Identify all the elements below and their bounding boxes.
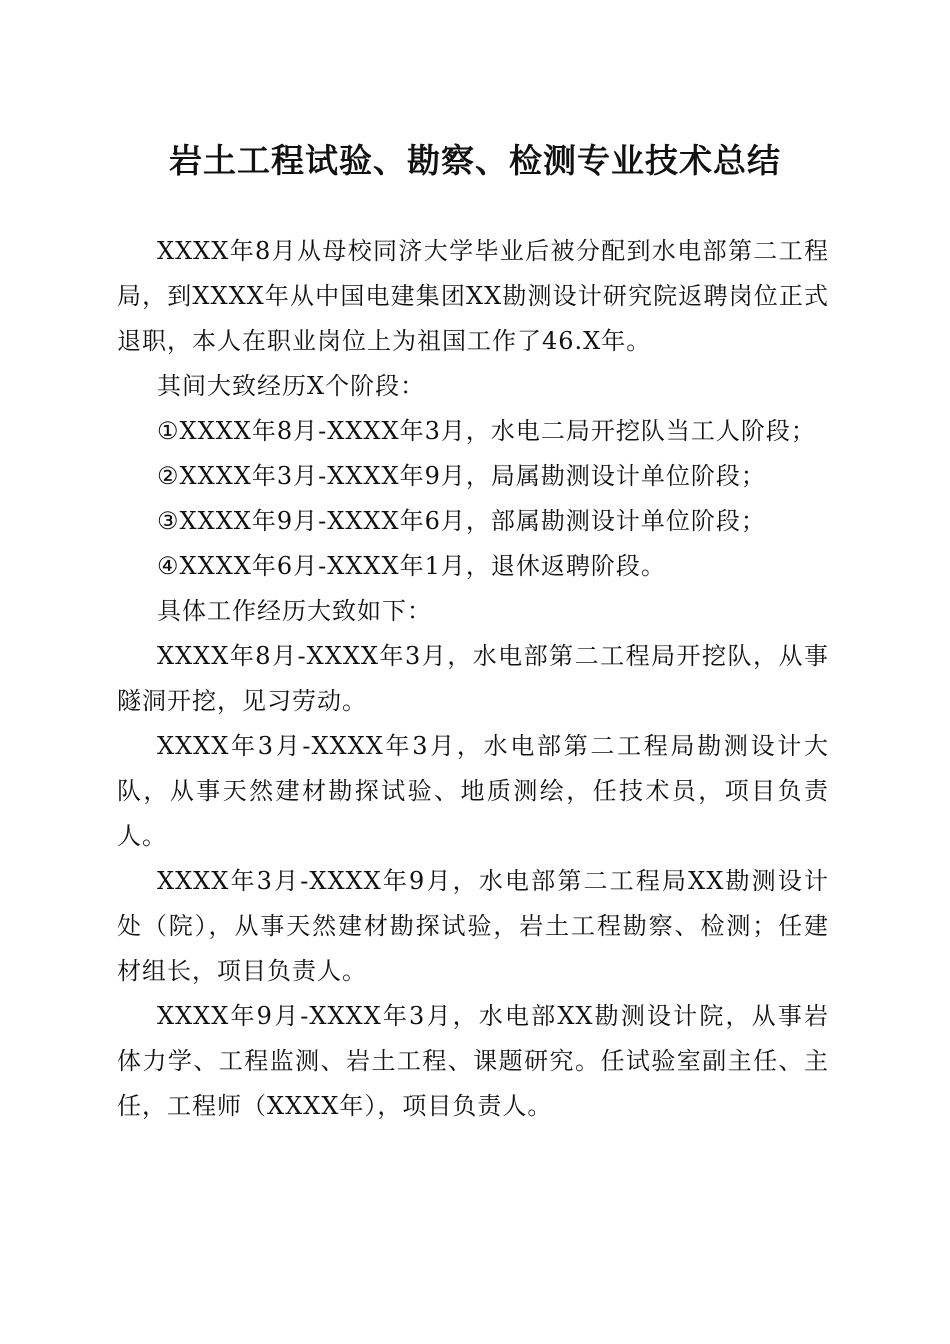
document-body (117, 229, 829, 1129)
paragraph-experience-3: XXXX年3月-XXXX年9月，水电部第二工程局XX勘测设计处（院），从事天然建材勘探试验，岩土工程勘察、检测；任建材组长，项目负责人。 (117, 867, 829, 985)
paragraph-career-summary: XXXX年8月从母校同济大学毕业后被分配到水电部第二工程局，到XXXX年从中国电建集团XX勘测设计研究院返聘岗位正式退职，本人在职业岗位上为祖国工作了46.X年。 (117, 237, 829, 355)
paragraph-stage-2: ②XXXX年3月-XXXX年9月，局属勘测设计单位阶段； (157, 462, 766, 490)
paragraph-stages-intro: 其间大致经历X个阶段： (157, 372, 426, 400)
paragraph-experience-4: XXXX年9月-XXXX年3月，水电部XX勘测设计院，从事岩体力学、工程监测、岩土工程、课题研究。任试验室副主任、主任，工程师（XXXX年），项目负责人。 (117, 1002, 829, 1120)
paragraph-stage-3: ③XXXX年9月-XXXX年6月，部属勘测设计单位阶段； (157, 507, 766, 535)
paragraph-stage-4: ④XXXX年6月-XXXX年1月，退休返聘阶段。 (157, 552, 666, 580)
paragraph-experience-1: XXXX年8月-XXXX年3月，水电部第二工程局开挖队，从事隧洞开挖，见习劳动。 (117, 642, 829, 715)
paragraph-details-intro: 具体工作经历大致如下： (157, 597, 432, 625)
paragraph-experience-2: XXXX年3月-XXXX年3月，水电部第二工程局勘测设计大队，从事天然建材勘探试验、地质测绘，任技术员，项目负责人。 (117, 732, 829, 850)
paragraph-stage-1: ①XXXX年8月-XXXX年3月，水电二局开挖队当工人阶段； (157, 417, 816, 445)
document-title: 岩土工程试验、勘察、检测专业技术总结 (169, 141, 781, 180)
